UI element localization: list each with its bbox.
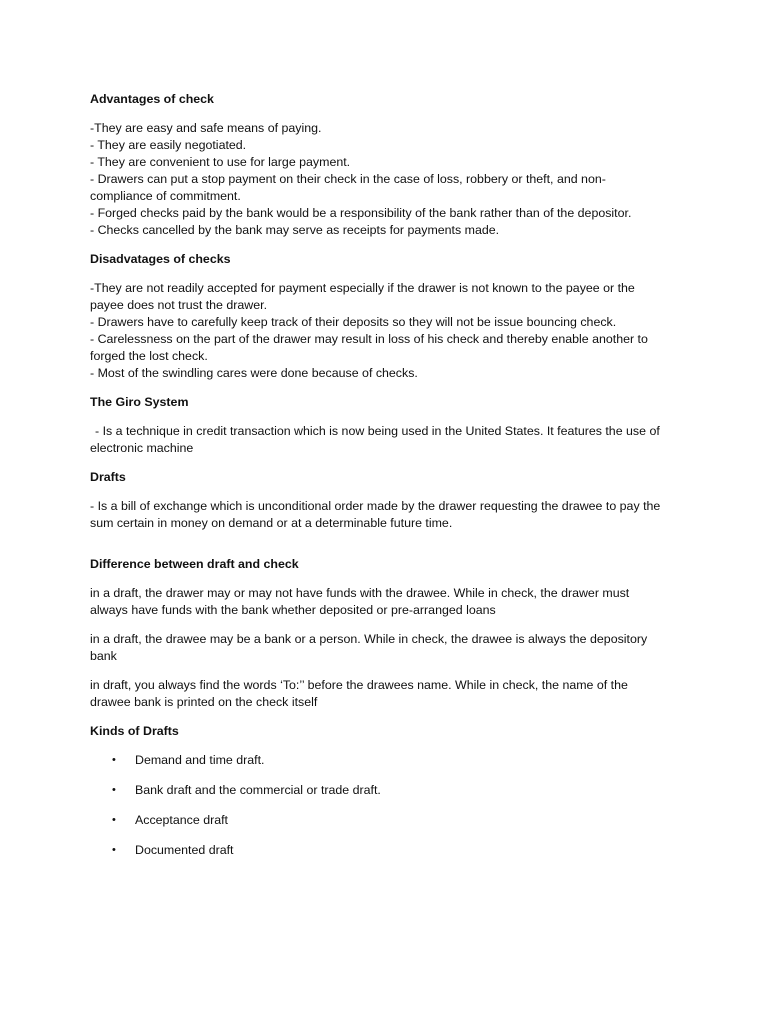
difference-paragraph (90, 677, 690, 711)
list-item-text: Demand and time draft. (135, 753, 265, 767)
difference-paragraph (90, 631, 690, 665)
drafts-heading: Drafts (90, 470, 126, 484)
advantages-line: - Checks cancelled by the bank may serve as receipts for payments made. (90, 223, 500, 237)
disadvantages-line: forged the lost check. (90, 349, 208, 363)
difference-heading: Difference between draft and check (90, 557, 299, 571)
list-item-text: Acceptance draft (135, 813, 228, 827)
list-item (90, 842, 690, 859)
list-item-text: Bank draft and the commercial or trade draft. (135, 783, 381, 797)
drafts-paragraph (90, 498, 690, 532)
difference-line: in draft, you always find the words ‘To:’’ before the drawees name. While in check, the name of the (90, 678, 628, 692)
list-item (90, 782, 690, 799)
disadvantages-heading: Disadvatages of checks (90, 252, 231, 266)
list-item (90, 812, 690, 829)
list-item (90, 752, 690, 769)
difference-paragraph (90, 585, 690, 619)
giro-line-text: - Is a technique in credit transaction which is now being used in the United States. It features the use of (95, 424, 660, 438)
giro-line: electronic machine (90, 441, 194, 455)
disadvantages-line: - Drawers have to carefully keep track of their deposits so they will not be issue bouncing check. (90, 315, 617, 329)
advantages-line: - Drawers can put a stop payment on their check in the case of loss, robbery or theft, and non- (90, 172, 606, 186)
advantages-heading: Advantages of check (90, 92, 214, 106)
disadvantages-line: payee does not trust the drawer. (90, 298, 268, 312)
difference-line: always have funds with the bank whether deposited or pre-arranged loans (90, 603, 496, 617)
advantages-line: compliance of commitment. (90, 189, 241, 203)
bullet-icon: • (112, 754, 116, 766)
advantages-paragraph (90, 120, 690, 239)
advantages-line: -They are easy and safe means of paying. (90, 121, 322, 135)
advantages-line: - They are convenient to use for large payment. (90, 155, 351, 169)
spacer (90, 544, 690, 556)
difference-line: in a draft, the drawer may or may not have funds with the drawee. While in check, the drawer must (90, 586, 630, 600)
drafts-line: - Is a bill of exchange which is unconditional order made by the drawer requesting the drawee to pay the (90, 499, 661, 513)
document-page (90, 91, 690, 872)
kinds-heading: Kinds of Drafts (90, 724, 179, 738)
disadvantages-line: - Most of the swindling cares were done because of checks. (90, 366, 418, 380)
advantages-line: - Forged checks paid by the bank would be a responsibility of the bank rather than of the depositor. (90, 206, 632, 220)
drafts-line: sum certain in money on demand or at a determinable future time. (90, 516, 453, 530)
disadvantages-line: - Carelessness on the part of the drawer may result in loss of his check and thereby enable another to (90, 332, 648, 346)
list-item-text: Documented draft (135, 843, 234, 857)
difference-line: bank (90, 649, 117, 663)
disadvantages-paragraph (90, 280, 690, 382)
bullet-icon: • (112, 844, 116, 856)
difference-line: drawee bank is printed on the check itself (90, 695, 318, 709)
advantages-line: - They are easily negotiated. (90, 138, 247, 152)
giro-line (90, 423, 690, 440)
bullet-icon: • (112, 784, 116, 796)
giro-paragraph (90, 423, 690, 457)
giro-heading: The Giro System (90, 395, 189, 409)
kinds-list (90, 752, 690, 859)
bullet-icon: • (112, 814, 116, 826)
disadvantages-line: -They are not readily accepted for payment especially if the drawer is not known to the payee or the (90, 281, 635, 295)
difference-line: in a draft, the drawee may be a bank or a person. While in check, the drawee is always the depository (90, 632, 648, 646)
